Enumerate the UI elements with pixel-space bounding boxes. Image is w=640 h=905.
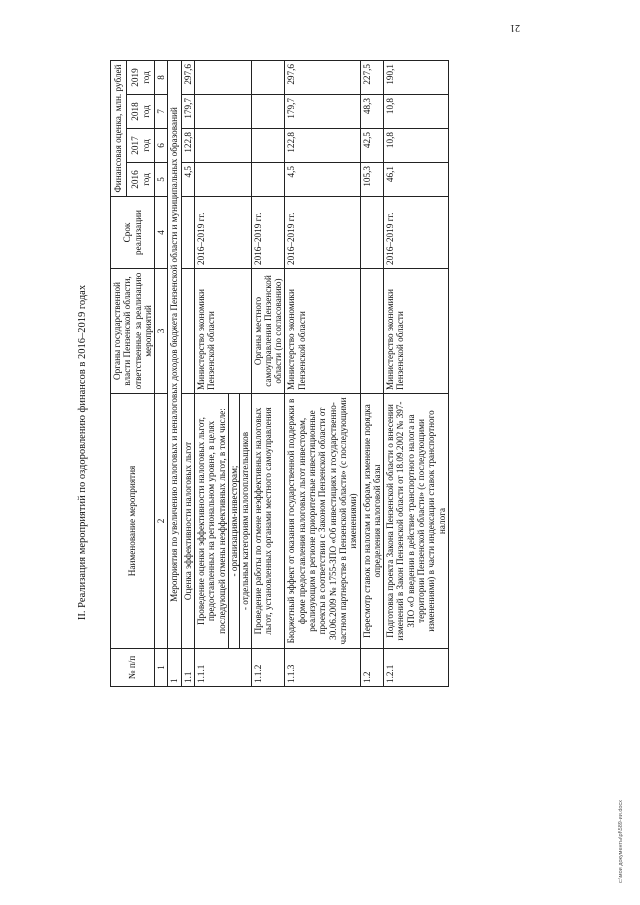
row-1-1-3-2019: 297,6 — [285, 61, 360, 95]
row-1-1-1-2018 — [195, 95, 251, 129]
row-1-2-1-name: Подготовка проекта Закона Пензенской области о внесении изменений в Закон Пензенской области от 18.09.2002 № 397-ЗПО «О введении в действие транспортного налога на территории Пензенской области» (с последующими изменениями) в части индексации ставок транспортного налога — [384, 394, 449, 649]
row-1-2-term — [360, 197, 384, 269]
row-1-1-1-2019 — [195, 61, 251, 95]
colnum-4: 4 — [155, 197, 168, 269]
colnum-3: 3 — [155, 269, 168, 394]
row-1-2-1-term: 2016–2019 гг. — [384, 197, 449, 269]
row-1-1-2-term: 2016–2019 гг. — [251, 197, 285, 269]
row-1-2-1-2018: 10,8 — [384, 95, 449, 129]
colnum-6: 6 — [155, 129, 168, 163]
row-1-1-3-num: 1.1.3 — [285, 649, 360, 687]
header-2018: 2018 год — [126, 95, 154, 129]
measures-table — [110, 60, 449, 687]
row-1-num: 1 — [168, 649, 181, 687]
colnum-1: 1 — [155, 649, 168, 687]
section-1-heading: Мероприятия по увеличению налоговых и неналоговых доходов бюджета Пензенской области и муниципальных образований — [168, 61, 181, 649]
row-1-1-2016: 4,5 — [181, 163, 194, 197]
header-name: Наименование мероприятия — [111, 394, 155, 649]
header-org: Органы государственной власти Пензенской области, ответственные за реализацию мероприятий — [111, 269, 155, 394]
row-1-1-org — [181, 269, 194, 394]
row-1-2-1-org: Министерство экономики Пензенской области — [384, 269, 449, 394]
row-1-1-1-sub1: - организациям-инвесторам; — [228, 394, 239, 649]
file-path-footer: c:\мои документы\pf\589-ии.docx — [618, 800, 624, 883]
row-1-2-2018: 48,3 — [360, 95, 384, 129]
row-1-1-2-num: 1.1.2 — [251, 649, 285, 687]
row-1-1-3-name: Бюджетный эффект от оказания государственной поддержки в форме предоставления налоговых льгот инвесторам, реализующим в регионе приоритетные инвестиционные проекты в соответствии с Законом Пензенской области от 30.06.2009 № 1755-ЗПО «Об инвестициях и государственно-частном партнерстве в Пензенской области» (с последующими изменениями) — [285, 394, 360, 649]
header-num: № п/п — [111, 649, 155, 687]
row-1-1-1-term: 2016–2019 гг. — [195, 197, 251, 269]
row-1-1-1-num: 1.1.1 — [195, 649, 251, 687]
row-1-1-1-2016 — [195, 163, 251, 197]
row-1-1-2-name: Проведение работы по отмене неэффективных налоговых льгот, установленных органами местного самоуправления — [251, 394, 285, 649]
row-1-1-1-2017 — [195, 129, 251, 163]
row-1-1-3-2017: 122,8 — [285, 129, 360, 163]
row-1-1-2018: 179,7 — [181, 95, 194, 129]
row-1-2-1-2017: 10,8 — [384, 129, 449, 163]
row-1-1-2-2018 — [251, 95, 285, 129]
header-2019: 2019 год — [126, 61, 154, 95]
row-1-1-2-org: Органы местного самоуправления Пензенской области (по согласованию) — [251, 269, 285, 394]
row-1-1-3-2018: 179,7 — [285, 95, 360, 129]
row-1-2-2017: 42,5 — [360, 129, 384, 163]
row-1-1-2017: 122,8 — [181, 129, 194, 163]
row-1-1-num: 1.1 — [181, 649, 194, 687]
row-1-1-3-2016: 4,5 — [285, 163, 360, 197]
row-1-2-1-2016: 46,1 — [384, 163, 449, 197]
row-1-2-2016: 105,3 — [360, 163, 384, 197]
row-1-1-2-2019 — [251, 61, 285, 95]
colnum-5: 5 — [155, 163, 168, 197]
colnum-7: 7 — [155, 95, 168, 129]
row-1-1-2-2017 — [251, 129, 285, 163]
colnum-8: 8 — [155, 61, 168, 95]
row-1-2-org — [360, 269, 384, 394]
row-1-2-2019: 227,5 — [360, 61, 384, 95]
row-1-1-1-name: Проведение оценки эффективности налоговых льгот, предоставленных на региональном уровне, в целях последующей отмены неэффективных льгот, в том числе: — [195, 394, 229, 649]
row-1-1-3-term: 2016–2019 гг. — [285, 197, 360, 269]
header-fin: Финансовая оценка, млн. рублей — [111, 61, 127, 197]
section-title: II. Реализация мероприятий по оздоровлению финансов в 2016–2019 годах — [77, 284, 88, 621]
row-1-1-1-sub2: - отдельным категориям налогоплательщиков — [240, 394, 251, 649]
header-2017: 2017 год — [126, 129, 154, 163]
row-1-2-name: Пересмотр ставок по налогам и сборам, изменение порядка определения налоговой базы — [360, 394, 384, 649]
header-term: Срок реализации — [111, 197, 155, 269]
colnum-2: 2 — [155, 394, 168, 649]
header-2016: 2016 год — [126, 163, 154, 197]
row-1-2-num: 1.2 — [360, 649, 384, 687]
row-1-1-name: Оценка эффективности налоговых льгот — [181, 394, 194, 649]
page-number: 21 — [510, 22, 520, 33]
row-1-1-2-2016 — [251, 163, 285, 197]
row-1-2-1-num: 1.2.1 — [384, 649, 449, 687]
row-1-1-3-org: Министерство экономики Пензенской области — [285, 269, 360, 394]
row-1-1-term — [181, 197, 194, 269]
row-1-2-1-2019: 190,1 — [384, 61, 449, 95]
row-1-1-2019: 297,6 — [181, 61, 194, 95]
row-1-1-1-org: Министерство экономики Пензенской области — [195, 269, 251, 394]
